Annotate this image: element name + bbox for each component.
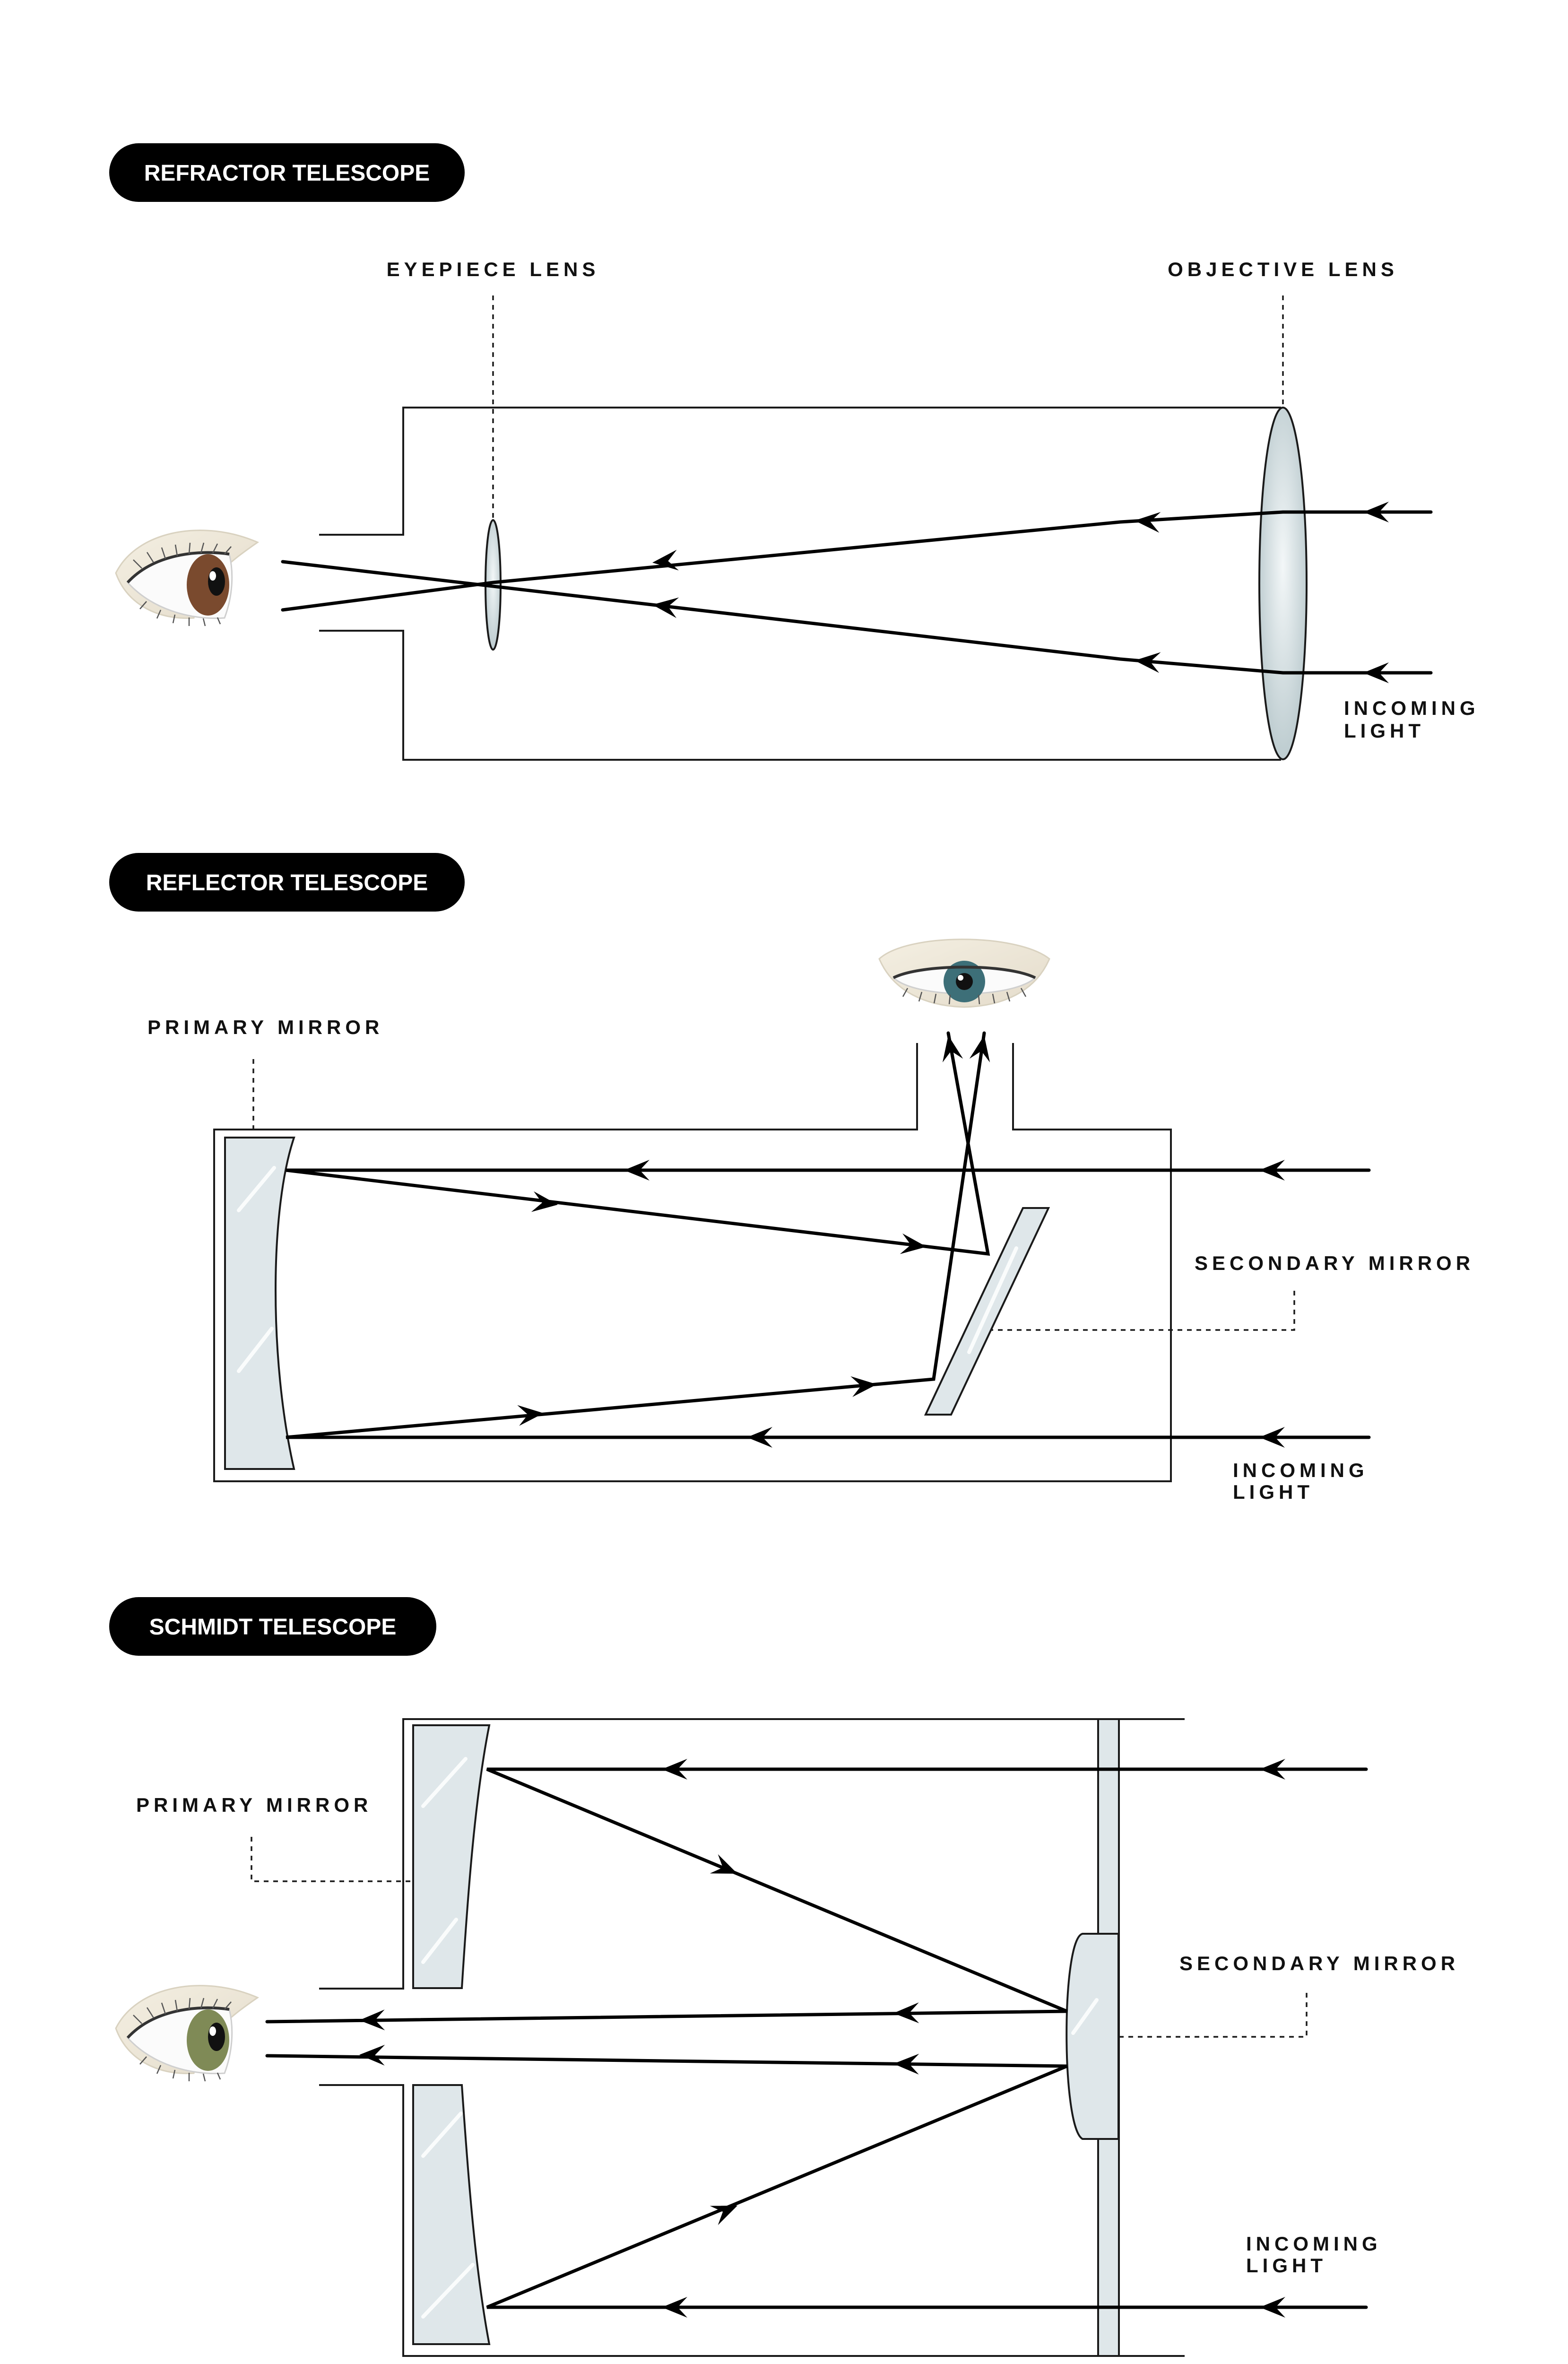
- incoming-light-label-line1: INCOMING: [1344, 697, 1480, 719]
- eye-icon: [116, 530, 258, 626]
- primary-mirror-label: PRIMARY MIRROR: [136, 1794, 373, 1816]
- arrowhead-icon: [1135, 512, 1161, 533]
- secondary-mirror-label: SECONDARY MIRROR: [1195, 1252, 1475, 1274]
- reflector-tube: [214, 1043, 1171, 1481]
- incoming-light-label-line2: LIGHT: [1233, 1481, 1314, 1503]
- primary-mirror-label: PRIMARY MIRROR: [147, 1016, 384, 1038]
- primary-mirror: [225, 1138, 294, 1469]
- incoming-light-label-line1: INCOMING: [1233, 1459, 1369, 1481]
- eye-icon: [116, 1986, 258, 2081]
- schmidt-title-pill: [109, 1597, 436, 1656]
- refractor-section: [109, 143, 1480, 760]
- eye-icon: [879, 939, 1049, 1007]
- reflector-section: [109, 853, 1474, 1503]
- incoming-light-label-line2: LIGHT: [1246, 2254, 1327, 2277]
- reflector-title: REFLECTOR TELESCOPE: [146, 870, 428, 895]
- arrowhead-icon: [359, 2045, 385, 2066]
- schmidt-secondary-mirror: [1066, 1934, 1118, 2139]
- arrowhead-icon: [710, 2206, 737, 2225]
- reflector-ray-top: [286, 1033, 1369, 1254]
- secondary-mirror-label: SECONDARY MIRROR: [1179, 1952, 1460, 1974]
- objective-lens: [1259, 408, 1307, 759]
- refractor-title: REFRACTOR TELESCOPE: [144, 161, 430, 186]
- primary-mirror-leader-line: [251, 1837, 437, 1881]
- arrowheads-group: [359, 502, 1389, 2318]
- primary-mirror-upper: [413, 1725, 489, 1988]
- secondary-mirror-leader-line: [981, 1291, 1294, 1330]
- incoming-light-label-line1: INCOMING: [1246, 2233, 1382, 2255]
- schmidt-title: SCHMIDT TELESCOPE: [149, 1615, 397, 1640]
- primary-mirror-lower: [413, 2085, 489, 2344]
- schmidt-section: [109, 1597, 1459, 2356]
- secondary-mirror-leader-line: [1109, 1993, 1307, 2037]
- objective-lens-label: OBJECTIVE LENS: [1168, 258, 1398, 280]
- incoming-light-label-line2: LIGHT: [1344, 720, 1425, 742]
- eyepiece-lens-label: EYEPIECE LENS: [386, 258, 600, 280]
- reflector-title-pill: [109, 853, 465, 912]
- refractor-title-pill: [109, 143, 465, 202]
